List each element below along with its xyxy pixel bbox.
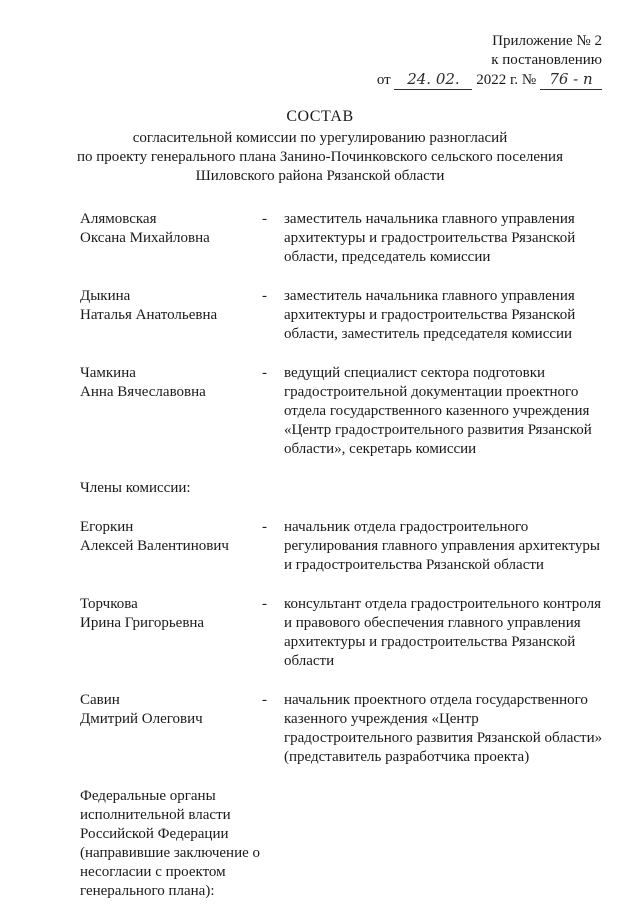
member-row	[80, 595, 610, 671]
member-position: ведущий специалист сектора подготовки градостроительной документации проектного отдела государственного казенного учреждения «Центр градостроительного развития Рязанской области», секретарь комиссии	[284, 365, 592, 457]
dash-separator: -	[262, 288, 267, 304]
document-title: СОСТАВ	[286, 108, 354, 125]
member-name	[80, 691, 262, 767]
member-given-name: Анна Вячеславовна	[80, 384, 206, 400]
members-section-label: Члены комиссии:	[80, 480, 191, 496]
member-surname: Егоркин	[80, 519, 134, 535]
appendix-number: Приложение № 2	[492, 33, 602, 49]
member-row	[80, 518, 610, 575]
member-surname: Дыкина	[80, 288, 131, 304]
resolution-date-line	[377, 70, 602, 90]
member-surname: Алямовская	[80, 211, 157, 227]
appendix-header	[377, 32, 602, 90]
member-given-name: Наталья Анатольевна	[80, 307, 218, 323]
member-position: консультант отдела градостроительного контроля и правового обеспечения главного управления архитектуры и градостроительства Рязанской области	[284, 596, 601, 669]
member-given-name: Оксана Михайловна	[80, 230, 210, 246]
member-position: заместитель начальника главного управления архитектуры и градостроительства Рязанской области, председатель комиссии	[284, 211, 576, 265]
dash-separator: -	[262, 596, 267, 612]
dash-separator: -	[262, 519, 267, 535]
document-title-block	[0, 107, 640, 186]
member-position: начальник отдела градостроительного регулирования главного управления архитектуры и градостроительства Рязанской области	[284, 519, 600, 573]
member-name	[80, 518, 262, 575]
handwritten-date: 24. 02.	[394, 70, 472, 90]
member-name	[80, 364, 262, 459]
member-given-name: Алексей Валентинович	[80, 538, 229, 554]
subtitle-line-1: согласительной комиссии по урегулированию разногласий	[132, 130, 508, 146]
member-row	[80, 691, 610, 767]
member-row	[80, 210, 610, 267]
member-name	[80, 595, 262, 671]
from-prefix: от	[376, 72, 391, 88]
year-number-label: 2022 г. №	[476, 72, 537, 88]
subtitle-line-2: по проекту генерального плана Занино-Починковского сельского поселения	[77, 149, 563, 165]
handwritten-number: 76 - п	[540, 70, 602, 90]
dash-separator: -	[262, 692, 267, 708]
member-name	[80, 210, 262, 267]
member-given-name: Ирина Григорьевна	[80, 615, 205, 631]
appendix-reference: к постановлению	[491, 52, 602, 68]
member-surname: Савин	[80, 692, 120, 708]
member-position: заместитель начальника главного управления архитектуры и градостроительства Рязанской области, заместитель председателя комиссии	[284, 288, 576, 342]
member-name	[80, 287, 262, 344]
member-position: начальник проектного отдела государственного казенного учреждения «Центр градостроительного развития Рязанской области» (представитель разработчика проекта)	[284, 692, 603, 765]
member-surname: Торчкова	[80, 596, 138, 612]
federal-bodies-label: Федеральные органы исполнительной власти Российской Федерации (направившие заключение о несогласии с проектом генерального плана):	[80, 788, 260, 899]
subtitle-line-3: Шиловского района Рязанской области	[195, 168, 445, 184]
commission-list	[80, 210, 610, 901]
member-row	[80, 287, 610, 344]
dash-separator: -	[262, 365, 267, 381]
member-given-name: Дмитрий Олегович	[80, 711, 203, 727]
member-surname: Чамкина	[80, 365, 136, 381]
member-row	[80, 364, 610, 459]
dash-separator: -	[262, 211, 267, 227]
